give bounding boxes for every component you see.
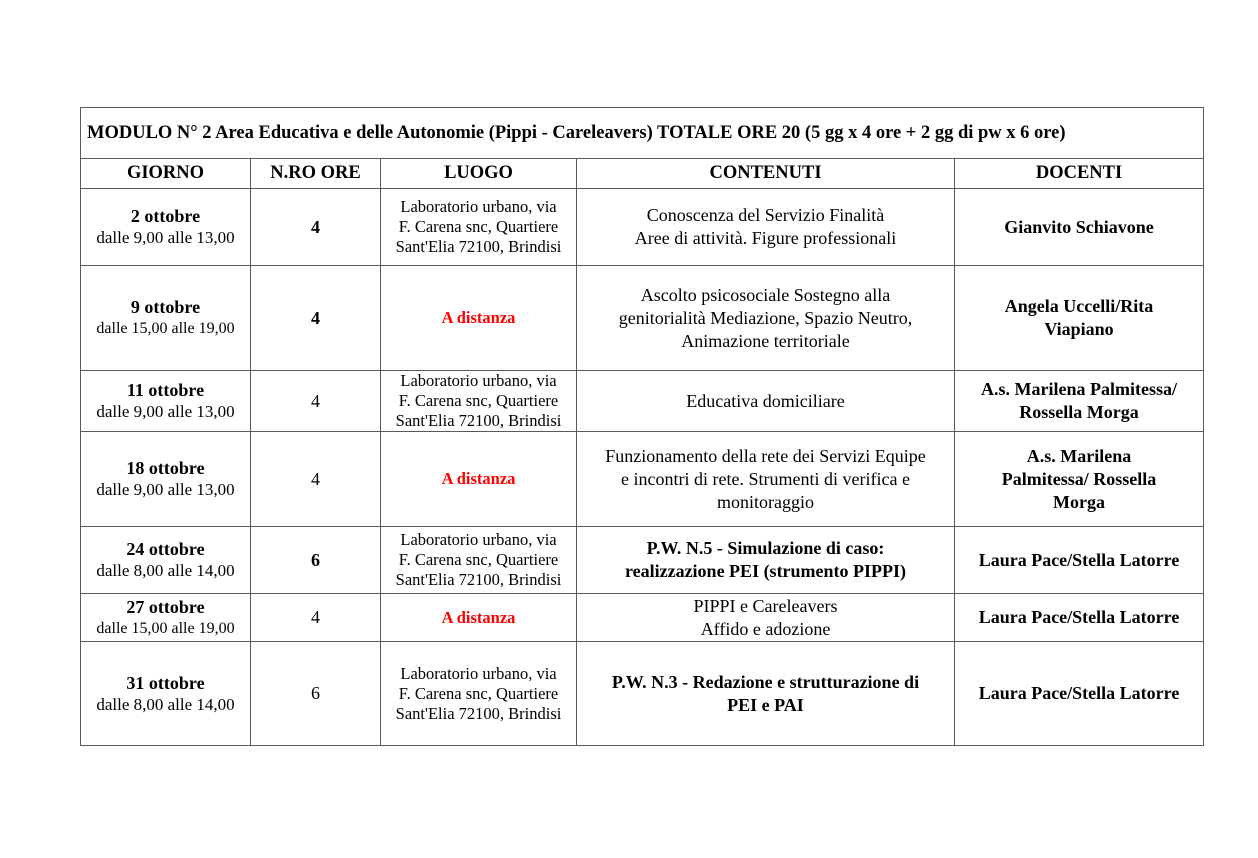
place-cell xyxy=(381,527,577,594)
teacher-line: Laura Pace/Stella Latorre xyxy=(978,549,1180,570)
table-row xyxy=(81,371,1204,432)
title-row xyxy=(81,108,1204,159)
teacher-line: Laura Pace/Stella Latorre xyxy=(978,607,1180,627)
remote-place-cell: A distanza xyxy=(381,594,577,642)
place-line: Sant'Elia 72100, Brindisi xyxy=(395,411,562,430)
teacher-cell xyxy=(955,527,1204,594)
content-line: PIPPI e Careleavers xyxy=(693,595,838,616)
place-line: Sant'Elia 72100, Brindisi xyxy=(395,570,562,589)
header-contenuti: CONTENUTI xyxy=(577,159,955,189)
date: 24 ottobre xyxy=(126,539,205,559)
place-line: Sant'Elia 72100, Brindisi xyxy=(395,703,562,723)
time: dalle 9,00 alle 13,00 xyxy=(96,480,235,499)
teacher-line: A.s. Marilena Palmitessa/ xyxy=(981,379,1177,399)
content-line: Ascolto psicosociale Sostegno alla xyxy=(640,284,891,305)
teacher-cell xyxy=(955,594,1204,642)
header-row xyxy=(81,159,1204,189)
place-line: Laboratorio urbano, via xyxy=(400,197,557,216)
day-cell xyxy=(81,527,251,594)
remote-place-cell: A distanza xyxy=(381,266,577,371)
content-line: Affido e adozione xyxy=(700,618,831,639)
place-line: Laboratorio urbano, via xyxy=(400,371,557,390)
time: dalle 8,00 alle 14,00 xyxy=(96,694,235,714)
day-cell xyxy=(81,266,251,371)
day-cell xyxy=(81,371,251,432)
date: 18 ottobre xyxy=(126,458,205,478)
header-giorno: GIORNO xyxy=(81,159,251,189)
day-cell xyxy=(81,189,251,266)
content-line: P.W. N.3 - Redazione e strutturazione di xyxy=(611,671,920,692)
table-row xyxy=(81,432,1204,527)
date: 9 ottobre xyxy=(130,297,201,317)
place-cell xyxy=(381,189,577,266)
content-line: Conoscenza del Servizio Finalità xyxy=(646,205,885,225)
date: 11 ottobre xyxy=(126,380,205,400)
content-line: genitorialità Mediazione, Spazio Neutro, xyxy=(618,307,913,328)
content-line: monitoraggio xyxy=(717,491,814,512)
teacher-line: Gianvito Schiavone xyxy=(1004,216,1154,237)
day-cell xyxy=(81,594,251,642)
content-line: Aree di attività. Figure professionali xyxy=(634,228,897,248)
place-line: F. Carena snc, Quartiere xyxy=(398,550,559,569)
teacher-line: Viapiano xyxy=(1044,319,1114,339)
table-row xyxy=(81,266,1204,371)
schedule-table xyxy=(80,107,1204,746)
place-line: F. Carena snc, Quartiere xyxy=(398,217,559,236)
content-cell xyxy=(577,266,955,371)
hours-cell: 4 xyxy=(251,189,381,266)
time: dalle 9,00 alle 13,00 xyxy=(96,402,235,421)
content-cell xyxy=(577,527,955,594)
date: 2 ottobre xyxy=(130,206,201,226)
time: dalle 8,00 alle 14,00 xyxy=(96,561,235,580)
remote-place-cell: A distanza xyxy=(381,432,577,527)
place-line: F. Carena snc, Quartiere xyxy=(398,683,559,703)
content-line: PEI e PAI xyxy=(727,694,804,715)
hours-cell: 4 xyxy=(251,432,381,527)
teacher-line: Angela Uccelli/Rita xyxy=(1004,296,1154,316)
place-line: Sant'Elia 72100, Brindisi xyxy=(395,237,562,256)
content-cell xyxy=(577,432,955,527)
header-docenti: DOCENTI xyxy=(955,159,1204,189)
hours-cell: 6 xyxy=(251,642,381,746)
place-line: Laboratorio urbano, via xyxy=(400,530,557,549)
place-cell xyxy=(381,371,577,432)
content-line: Funzionamento della rete dei Servizi Equipe xyxy=(605,445,926,466)
place-cell xyxy=(381,642,577,746)
content-cell xyxy=(577,371,955,432)
teacher-cell xyxy=(955,266,1204,371)
table-row xyxy=(81,189,1204,266)
time: dalle 15,00 alle 19,00 xyxy=(96,619,235,637)
header-luogo: LUOGO xyxy=(381,159,577,189)
teacher-line: Laura Pace/Stella Latorre xyxy=(978,683,1180,703)
content-line: e incontri di rete. Strumenti di verifica e xyxy=(621,468,910,489)
hours-cell: 4 xyxy=(251,594,381,642)
table-row xyxy=(81,527,1204,594)
content-cell xyxy=(577,642,955,746)
date: 31 ottobre xyxy=(126,672,205,693)
hours-cell: 6 xyxy=(251,527,381,594)
content-line: Educativa domiciliare xyxy=(686,390,845,411)
teacher-cell xyxy=(955,642,1204,746)
teacher-cell xyxy=(955,189,1204,266)
table-row xyxy=(81,642,1204,746)
content-line: P.W. N.5 - Simulazione di caso: xyxy=(646,538,885,558)
teacher-line: Palmitessa/ Rossella xyxy=(1001,468,1157,489)
day-cell xyxy=(81,432,251,527)
place-line: Laboratorio urbano, via xyxy=(400,663,557,683)
table-row xyxy=(81,594,1204,642)
hours-cell: 4 xyxy=(251,266,381,371)
content-line: Animazione territoriale xyxy=(681,330,850,351)
content-line: realizzazione PEI (strumento PIPPI) xyxy=(624,561,907,581)
time: dalle 9,00 alle 13,00 xyxy=(96,228,235,247)
teacher-line: A.s. Marilena xyxy=(1026,445,1132,466)
teacher-cell xyxy=(955,371,1204,432)
hours-cell: 4 xyxy=(251,371,381,432)
teacher-cell xyxy=(955,432,1204,527)
day-cell xyxy=(81,642,251,746)
content-cell xyxy=(577,594,955,642)
time: dalle 15,00 alle 19,00 xyxy=(96,320,235,337)
header-ore: N.RO ORE xyxy=(251,159,381,189)
teacher-line: Rossella Morga xyxy=(1019,402,1139,422)
date: 27 ottobre xyxy=(126,596,205,617)
place-line: F. Carena snc, Quartiere xyxy=(398,391,559,410)
teacher-line: Morga xyxy=(1053,491,1105,512)
content-cell xyxy=(577,189,955,266)
module-title: MODULO N° 2 Area Educativa e delle Autonomie (Pippi - Careleavers) TOTALE ORE 20 (5 gg x 4 ore + 2 gg di pw x 6 ore) xyxy=(81,108,1204,159)
